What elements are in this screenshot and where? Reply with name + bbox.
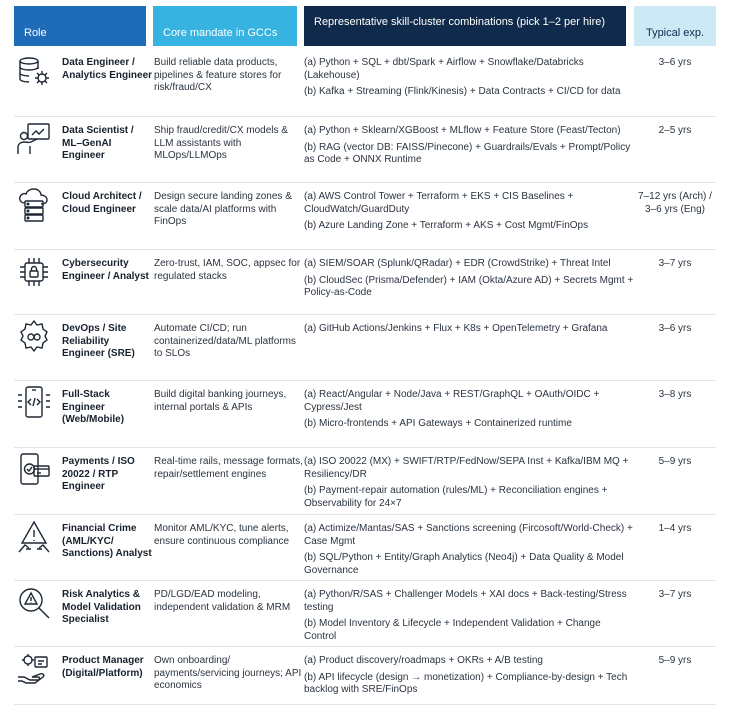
skill-cluster-a: (a) Python + Sklearn/XGBoost + MLflow + Feature Store (Feast/Tecton) <box>304 125 621 136</box>
table-row <box>14 580 716 647</box>
skill-cluster-b: (b) RAG (vector DB: FAISS/Pinecone) + Guardrails/Evals + Prompt/Policy as Code + ONNX Runtime <box>304 141 631 165</box>
skill-clusters <box>304 125 634 167</box>
skill-cluster-b: (b) CloudSec (Prisma/Defender) + IAM (Okta/Azure AD) + Secrets Mgmt + Policy-as-Code <box>304 274 634 298</box>
table-row <box>14 182 716 250</box>
mobile-code-icon <box>16 385 52 421</box>
role-name: Cloud Architect / Cloud Engineer <box>62 191 142 215</box>
header-mandate: Core mandate in GCCs <box>153 6 297 46</box>
fraud-alert-icon <box>16 519 52 555</box>
skill-cluster-a: (a) Product discovery/roadmaps + OKRs + A/B testing <box>304 655 543 666</box>
typical-experience: 3–6 yrs <box>658 57 692 68</box>
core-mandate: Real-time rails, message formats, repair/settlement engines <box>154 456 303 480</box>
skill-clusters <box>304 655 634 697</box>
typical-experience: 3–8 yrs <box>658 389 692 400</box>
skill-cluster-a: (a) GitHub Actions/Jenkins + Flux + K8s + OpenTelemetry + Grafana <box>304 323 608 334</box>
table-row <box>14 447 716 515</box>
skill-cluster-b: (b) Micro-frontends + API Gateways + Containerized runtime <box>304 418 572 429</box>
header-typical-exp: Typical exp. <box>634 6 716 46</box>
role-name: Financial Crime (AML/KYC/ Sanctions) Analyst <box>62 523 152 559</box>
skill-clusters <box>304 258 634 300</box>
skill-cluster-a: (a) React/Angular + Node/Java + REST/GraphQL + OAuth/OIDC + Cypress/Jest <box>304 389 600 413</box>
typical-experience: 1–4 yrs <box>658 523 692 534</box>
chip-lock-icon <box>16 254 52 290</box>
skill-cluster-b: (b) API lifecycle (design → monetization) + Compliance-by-design + Tech backlog with SRE/FinOps <box>304 671 628 695</box>
core-mandate: Design secure landing zones & scale data/AI platforms with FinOps <box>154 191 292 227</box>
skill-clusters <box>304 589 634 643</box>
table-row <box>14 380 716 448</box>
role-name: Product Manager (Digital/Platform) <box>62 655 144 679</box>
table-row <box>14 48 716 117</box>
skill-cluster-b: (b) Kafka + Streaming (Flink/Kinesis) + Data Contracts + CI/CD for data <box>304 86 621 97</box>
presenter-chart-icon <box>16 121 52 157</box>
skill-cluster-a: (a) ISO 20022 (MX) + SWIFT/RTP/FedNow/SEPA Inst + Kafka/IBM MQ + Resiliency/DR <box>304 456 629 480</box>
core-mandate: Zero-trust, IAM, SOC, appsec for regulated stacks <box>154 258 301 282</box>
typical-experience: 2–5 yrs <box>658 125 692 136</box>
typical-experience: 5–9 yrs <box>658 456 692 467</box>
skill-cluster-a: (a) Python + SQL + dbt/Spark + Airflow + Snowflake/Databricks (Lakehouse) <box>304 57 584 81</box>
skill-cluster-a: (a) Python/R/SAS + Challenger Models + XAI docs + Back-testing/Stress testing <box>304 589 627 613</box>
header-skill-clusters: Representative skill-cluster combinations (pick 1–2 per hire) <box>304 6 626 46</box>
risk-magnifier-icon <box>16 585 52 621</box>
database-gear-icon <box>16 53 52 89</box>
core-mandate: PD/LGD/EAD modeling, independent validation & MRM <box>154 589 291 613</box>
skill-cluster-b: (b) SQL/Python + Entity/Graph Analytics (Neo4j) + Data Quality & Model Governance <box>304 552 624 576</box>
skill-clusters <box>304 323 634 336</box>
skill-cluster-b: (b) Azure Landing Zone + Terraform + AKS + Cost Mgmt/FinOps <box>304 220 589 231</box>
header-role: Role <box>14 6 146 46</box>
product-hand-icon <box>16 651 52 687</box>
role-name: Risk Analytics & Model Validation Specialist <box>62 589 141 625</box>
typical-experience: 7–12 yrs (Arch) / 3–6 yrs (Eng) <box>638 191 712 215</box>
core-mandate: Monitor AML/KYC, tune alerts, ensure continuous compliance <box>154 523 290 547</box>
role-name: DevOps / Site Reliability Engineer (SRE) <box>62 323 135 359</box>
core-mandate: Build reliable data products, pipelines & feature stores for risk/fraud/CX <box>154 57 282 93</box>
role-name: Cybersecurity Engineer / Analyst <box>62 258 149 282</box>
cloud-server-icon <box>16 187 52 223</box>
core-mandate: Own onboarding/ payments/servicing journeys; API economics <box>154 655 302 691</box>
skill-clusters <box>304 456 634 510</box>
role-name: Data Engineer / Analytics Engineer <box>62 57 153 81</box>
role-name: Payments / ISO 20022 / RTP Engineer <box>62 456 135 492</box>
skill-cluster-a: (a) Actimize/Mantas/SAS + Sanctions screening (Fircosoft/World-Check) + Case Mgmt <box>304 523 633 547</box>
table-row <box>14 646 716 705</box>
skill-clusters <box>304 57 634 99</box>
core-mandate: Build digital banking journeys, internal portals & APIs <box>154 389 287 413</box>
skill-cluster-a: (a) AWS Control Tower + Terraform + EKS + CIS Baselines + CloudWatch/GuardDuty <box>304 191 574 215</box>
core-mandate: Automate CI/CD; run containerized/data/ML platforms to SLOs <box>154 323 296 359</box>
role-name: Full-Stack Engineer (Web/Mobile) <box>62 389 125 425</box>
skill-clusters <box>304 389 634 431</box>
core-mandate: Ship fraud/credit/CX models & LLM assistants with MLOps/LLMOps <box>154 125 288 161</box>
table-row <box>14 116 716 183</box>
typical-experience: 3–7 yrs <box>658 589 692 600</box>
typical-experience: 5–9 yrs <box>658 655 692 666</box>
skill-clusters <box>304 191 634 233</box>
table-row <box>14 249 716 315</box>
devops-gear-icon <box>16 319 52 355</box>
skill-cluster-b: (b) Model Inventory & Lifecycle + Independent Validation + Change Control <box>304 618 601 642</box>
typical-experience: 3–6 yrs <box>658 323 692 334</box>
table-row <box>14 314 716 381</box>
typical-experience: 3–7 yrs <box>658 258 692 269</box>
skill-cluster-a: (a) SIEM/SOAR (Splunk/QRadar) + EDR (CrowdStrike) + Threat Intel <box>304 258 611 269</box>
role-name: Data Scientist / ML–GenAI Engineer <box>62 125 134 161</box>
skill-clusters <box>304 523 634 577</box>
skill-cluster-b: (b) Payment-repair automation (rules/ML) + Reconciliation engines + Observability for 24×7 <box>304 485 608 509</box>
table-row <box>14 514 716 581</box>
mobile-payment-icon <box>16 452 52 488</box>
